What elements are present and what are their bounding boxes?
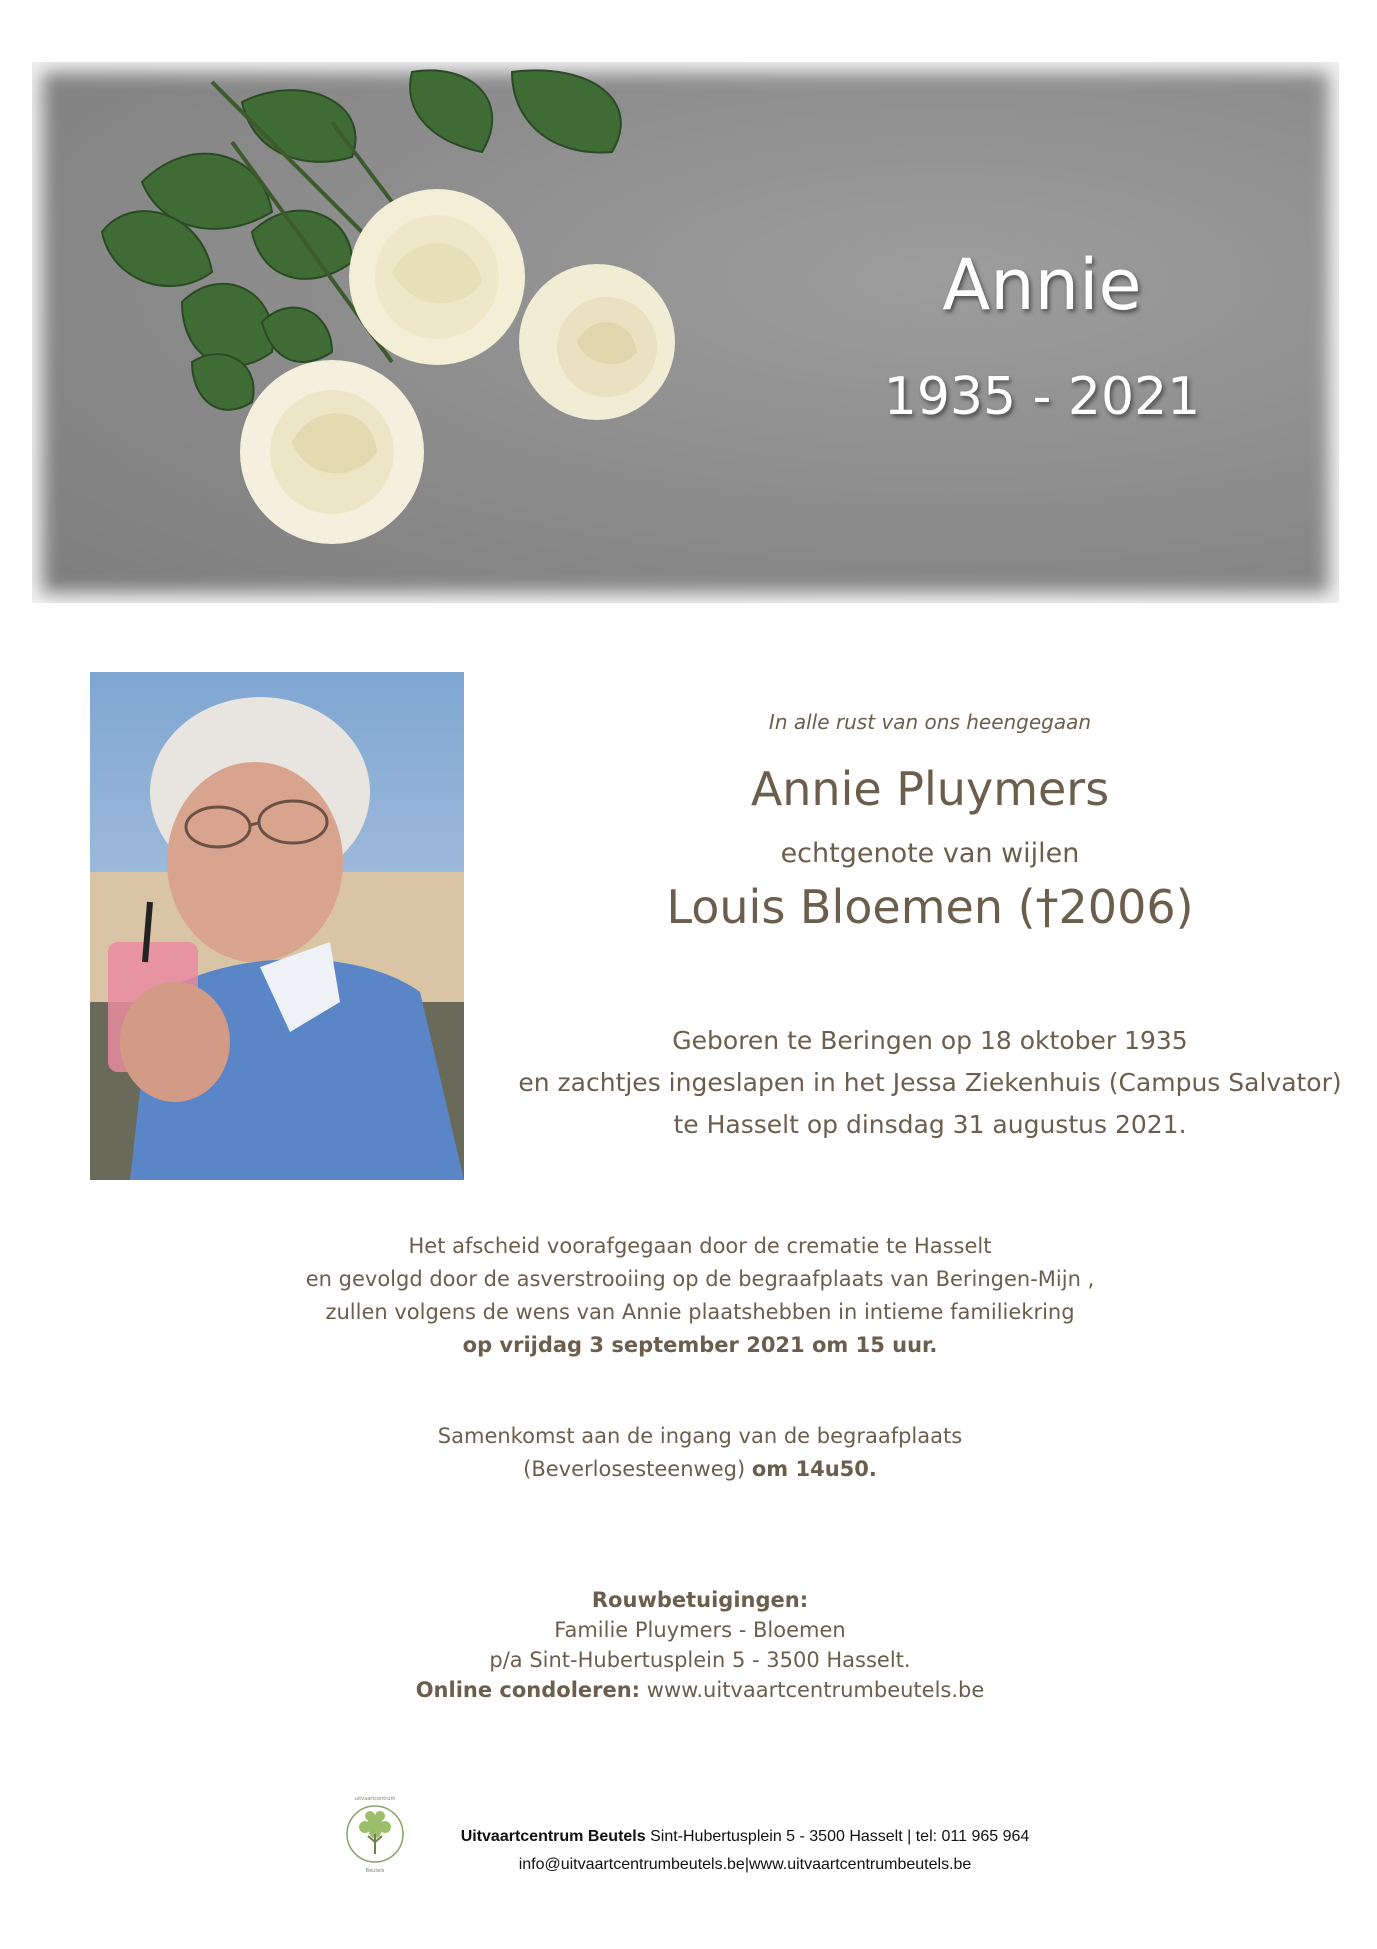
condolences-address: p/a Sint-Hubertusplein 5 - 3500 Hasselt.	[489, 1648, 911, 1672]
logo-text-top: uitvaartcentrum	[354, 1796, 396, 1802]
birth-death-details	[480, 1020, 1377, 1146]
online-condolences-label: Online condoleren:	[415, 1678, 641, 1702]
white-roses-image	[32, 62, 1339, 603]
condolences-block	[300, 1585, 1100, 1705]
farewell-line-2: en gevolgd door de asverstrooiing op de begraafplaats van Beringen-Mijn ,	[305, 1267, 1095, 1291]
deceased-full-name: Annie Pluymers	[750, 762, 1110, 816]
banner-life-years: 1935 - 2021	[883, 367, 1201, 427]
born-line-1: Geboren te Beringen op 18 oktober 1935	[672, 1026, 1188, 1055]
online-condolences-line	[300, 1675, 1100, 1705]
intro-line: In alle rust van ons heengegaan	[768, 710, 1092, 734]
footer-address: Sint-Hubertusplein 5 - 3500 Hasselt | tel: 011 965 964	[650, 1828, 1030, 1845]
meeting-location: (Beverlosesteenweg)	[523, 1457, 746, 1481]
funeral-home-logo	[342, 1792, 408, 1876]
meeting-time: om 14u50.	[751, 1457, 877, 1481]
online-condolences-link[interactable]: www.uitvaartcentrumbeutels.be	[646, 1678, 985, 1702]
footer-contact-links[interactable]: info@uitvaartcentrumbeutels.be|www.uitvaartcentrumbeutels.be	[518, 1856, 972, 1873]
condolences-family: Familie Pluymers - Bloemen	[554, 1618, 846, 1642]
banner-first-name: Annie	[942, 244, 1142, 326]
footer-line-1	[420, 1823, 1070, 1851]
footer-company: Uitvaartcentrum Beutels	[460, 1828, 646, 1845]
header-banner	[32, 62, 1339, 603]
logo-text-bottom: Beutels	[365, 1868, 385, 1874]
meeting-line-1: Samenkomst aan de ingang van de begraafplaats	[437, 1424, 963, 1448]
portrait-photo	[90, 672, 464, 1180]
spouse-label: echtgenote van wijlen	[780, 838, 1080, 869]
meeting-details	[300, 1420, 1100, 1486]
condolences-heading: Rouwbetuigingen:	[591, 1588, 809, 1612]
footer-contact	[420, 1823, 1070, 1879]
farewell-line-3: zullen volgens de wens van Annie plaatshebben in intieme familiekring	[325, 1300, 1075, 1324]
farewell-line-1: Het afscheid voorafgegaan door de crematie te Hasselt	[408, 1234, 992, 1258]
born-line-2: en zachtjes ingeslapen in het Jessa Ziekenhuis (Campus Salvator)	[518, 1068, 1342, 1097]
spouse-name: Louis Bloemen (†2006)	[666, 880, 1194, 934]
farewell-details	[200, 1230, 1200, 1362]
meeting-line-2	[300, 1453, 1100, 1486]
born-line-3: te Hasselt op dinsdag 31 augustus 2021.	[673, 1110, 1187, 1139]
farewell-date: op vrijdag 3 september 2021 om 15 uur.	[462, 1333, 938, 1357]
